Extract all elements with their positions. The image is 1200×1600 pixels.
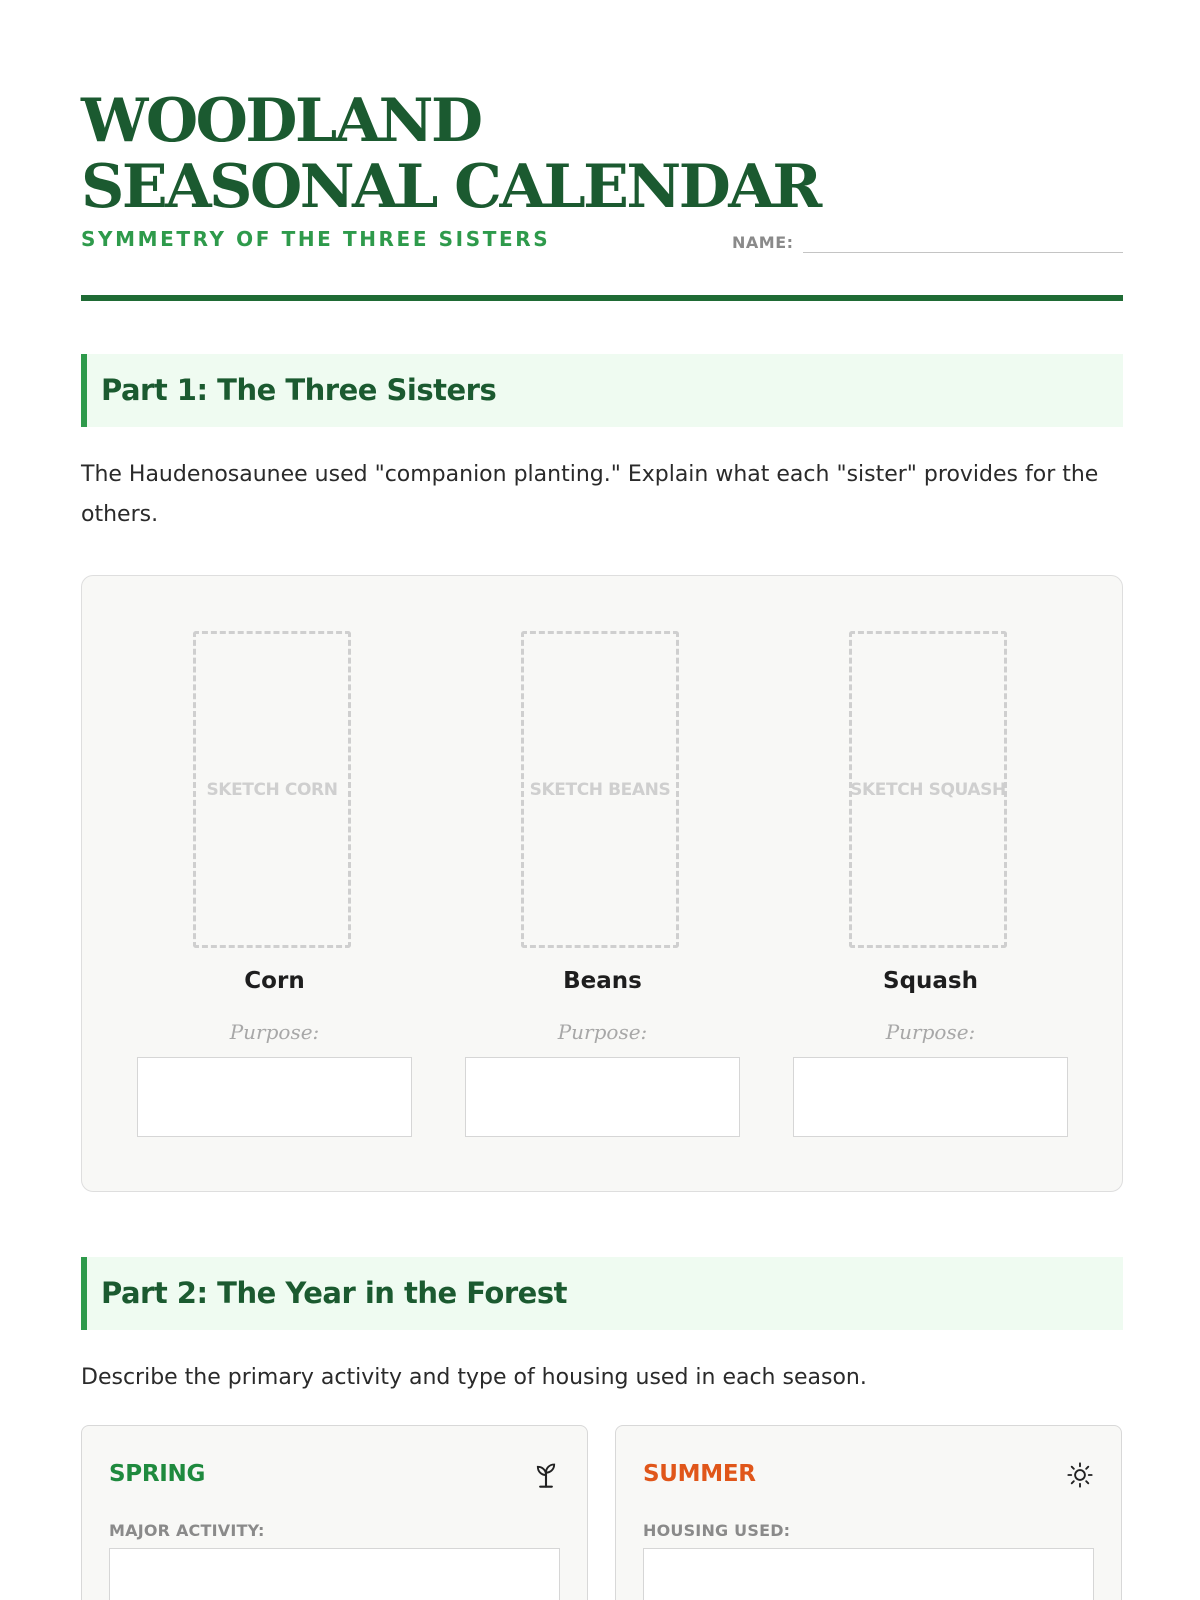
field-label-spring: MAJOR ACTIVITY: [109, 1521, 265, 1540]
season-name-spring: SPRING [109, 1461, 206, 1487]
sketch-label-squash: SKETCH SQUASH [850, 779, 1006, 800]
name-field[interactable] [803, 252, 1123, 253]
name-label: NAME: [732, 233, 794, 252]
field-input-spring[interactable] [109, 1548, 560, 1600]
sketch-area-beans[interactable] [521, 631, 679, 948]
section-title-part-2: Part 2: The Year in the Forest [101, 1276, 567, 1310]
field-label-summer: HOUSING USED: [643, 1521, 791, 1540]
sprout-icon [532, 1461, 560, 1489]
purpose-label-corn: Purpose: [229, 1020, 320, 1044]
header-divider [81, 295, 1123, 301]
sketch-area-squash[interactable] [849, 631, 1007, 948]
season-name-summer: SUMMER [643, 1461, 756, 1487]
sister-name-squash: Squash [883, 968, 978, 994]
purpose-label-beans: Purpose: [557, 1020, 648, 1044]
part-1-instructions: The Haudenosaunee used "companion planting." Explain what each "sister" provides for the others. [81, 462, 1099, 527]
title-line-1: WOODLAND [81, 86, 481, 156]
part-2-instructions: Describe the primary activity and type of housing used in each season. [81, 1365, 867, 1390]
sister-name-beans: Beans [563, 968, 642, 994]
sister-name-corn: Corn [244, 968, 305, 994]
purpose-field-corn[interactable] [137, 1057, 412, 1137]
field-input-summer[interactable] [643, 1548, 1094, 1600]
three-sisters-panel [81, 575, 1123, 1192]
section-title-part-1: Part 1: The Three Sisters [101, 373, 497, 407]
season-card-spring [81, 1425, 588, 1600]
sketch-area-corn[interactable] [193, 631, 351, 948]
page-title [81, 88, 820, 220]
season-card-summer [615, 1425, 1122, 1600]
sketch-label-corn: SKETCH CORN [206, 779, 338, 800]
page-subtitle: SYMMETRY OF THE THREE SISTERS [81, 227, 551, 251]
sun-icon [1066, 1461, 1094, 1489]
purpose-field-squash[interactable] [793, 1057, 1068, 1137]
section-header-part-1 [81, 354, 1123, 427]
title-line-2: SEASONAL CALENDAR [81, 152, 820, 222]
purpose-field-beans[interactable] [465, 1057, 740, 1137]
section-header-part-2 [81, 1257, 1123, 1330]
sketch-label-beans: SKETCH BEANS [529, 779, 671, 800]
purpose-label-squash: Purpose: [885, 1020, 976, 1044]
